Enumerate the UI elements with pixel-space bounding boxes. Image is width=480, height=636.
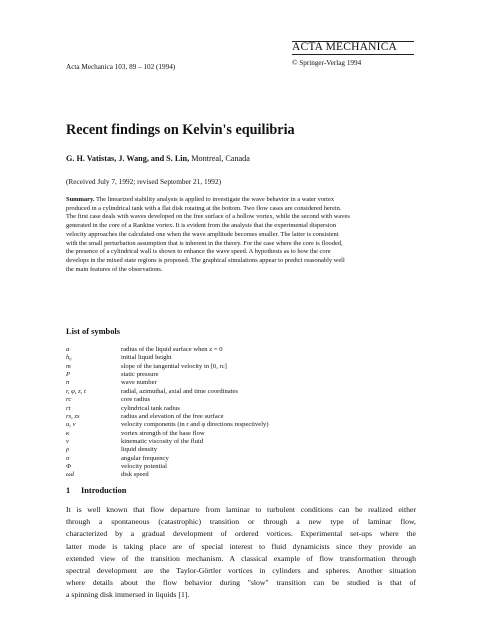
symbol-row	[66, 438, 426, 446]
symbol-list	[66, 346, 426, 480]
symbol-row	[66, 413, 426, 421]
symbol-description: radial, azimuthal, axial and time coordinates	[121, 387, 238, 395]
symbol-row	[66, 471, 426, 479]
symbol-description: liquid density	[121, 446, 158, 454]
symbol-row	[66, 396, 426, 404]
symbol: κ	[66, 429, 70, 437]
body-line: It is well known that flow departure from laminar to turbulent conditions can be realized either	[66, 505, 416, 514]
symbol: ωd	[66, 471, 74, 479]
symbol-description: wave number	[121, 379, 157, 387]
symbol-description: velocity potential	[121, 463, 167, 471]
symbol: m	[66, 362, 71, 370]
copyright-line: © Springer-Verlag 1994	[292, 59, 362, 67]
symbol-description: static pressure	[121, 371, 159, 379]
symbol: a	[66, 346, 70, 353]
symbol-description: radius of the liquid surface when z = 0	[121, 346, 223, 353]
journal-brand: ACTA MECHANICA	[292, 41, 398, 53]
symbol-description: slope of the tangential velocity in [0, rc]	[121, 362, 227, 370]
symbol-description: core radius	[121, 396, 151, 404]
author-line	[66, 154, 250, 163]
symbol-description: initial liquid height	[121, 354, 172, 362]
abstract-line: develops in the mixed state regions is proposed. The graphical simulations appear to predict reasonably well	[66, 257, 345, 265]
symbol-description: disk speed	[121, 471, 149, 479]
symbol: σ	[66, 454, 70, 462]
symbol-row	[66, 405, 426, 413]
list-of-symbols-heading: List of symbols	[66, 327, 120, 336]
body-line: characterized by a gradual development of ordered vortices. Experimental set-ups where the	[66, 529, 416, 539]
abstract-line: The first case deals with waves developed on the free surface of a hollow vortex, while the second with waves	[66, 213, 350, 221]
body-line: a spinning disk immersed in liquids [1].	[66, 590, 190, 600]
body-line: latter mode is taking place are of special interest to fluid dynamicists since they provide an	[66, 541, 416, 551]
symbol-row	[66, 455, 426, 463]
symbol-row	[66, 388, 426, 396]
symbol-row	[66, 379, 426, 387]
abstract	[66, 196, 416, 274]
symbol-row	[66, 363, 426, 371]
abstract-line: produced in a cylindrical tank with a flat disk rotating at the bottom. Two flow cases are considered herein.	[66, 204, 342, 212]
symbol: P	[66, 371, 71, 379]
author-location: Montreal, Canada	[191, 154, 250, 163]
journal-reference: Acta Mechanica 103, 89 – 102 (1994)	[66, 63, 176, 71]
symbol-description: angular frequency	[121, 454, 169, 462]
symbol: rs, zs	[66, 412, 80, 420]
symbol: ρ	[66, 446, 70, 454]
abstract-line: generated in the core of a Rankine vortex. It is evident from the analysis that the experimental dispersion	[66, 222, 336, 230]
symbol-row	[66, 430, 426, 438]
body-line: spectral development are the Taylor-Görtler vortices in cylinders and spheres. Another situation	[66, 566, 416, 576]
abstract-line: Summary. The linearized stability analysis is applied to investigate the wave behavior in a water vortex	[66, 196, 335, 203]
body-line: where details about the flow behavior during "slow" transition can be studied is that of	[66, 578, 416, 588]
introduction-body	[66, 504, 416, 602]
abstract-label: Summary.	[66, 196, 95, 203]
symbol-description: vortex strength of the base flow	[121, 429, 205, 437]
symbol: Φ	[66, 463, 72, 471]
symbol: h₀	[66, 354, 72, 362]
symbol-row	[66, 421, 426, 429]
symbol-row	[66, 463, 426, 471]
symbol: rt	[66, 404, 71, 412]
body-line: through a spontaneous (catastrophic) transition or through a new type of laminar flow,	[66, 517, 416, 527]
symbol-row	[66, 371, 426, 379]
symbol: ν	[66, 437, 69, 445]
abstract-line: the main features of the observations.	[66, 265, 163, 273]
symbol-description: velocity components (in r and φ directions respectively)	[121, 421, 269, 429]
abstract-line: velocity approaches the calculated one when the wave amplitude becomes smaller. The latter is consistent	[66, 230, 339, 238]
author-names: G. H. Vatistas, J. Wang, and S. Lin,	[66, 154, 190, 163]
symbol-row	[66, 346, 426, 354]
symbol-description: radius and elevation of the free surface	[121, 412, 224, 420]
symbol-description: kinematic viscosity of the fluid	[121, 437, 204, 445]
symbol: u, v	[66, 421, 76, 429]
abstract-line: with the small perturbation assumption that is inherent in the theory. For the case where the core is flooded,	[66, 239, 343, 247]
symbol: r, φ, z, t	[66, 387, 86, 395]
article-title: Recent findings on Kelvin's equilibria	[66, 122, 295, 138]
section-heading	[66, 486, 126, 495]
received-dates: (Received July 7, 1992; revised September 21, 1992)	[66, 177, 222, 186]
section-title: Introduction	[81, 486, 127, 495]
body-line: extended view of the transition mechanism. A classical example of flow transformation through	[66, 553, 416, 563]
symbol-description: cylindrical tank radius	[121, 404, 180, 412]
section-number: 1	[66, 486, 71, 495]
symbol-row	[66, 446, 426, 454]
abstract-line: the presence of a cylindrical wall is shown to enhance the wave speed. A hypothesis as to how the core	[66, 248, 331, 256]
brand-rule-bottom	[292, 54, 414, 55]
symbol: rc	[66, 396, 72, 404]
symbol: n	[66, 379, 70, 387]
symbol-row	[66, 354, 426, 362]
